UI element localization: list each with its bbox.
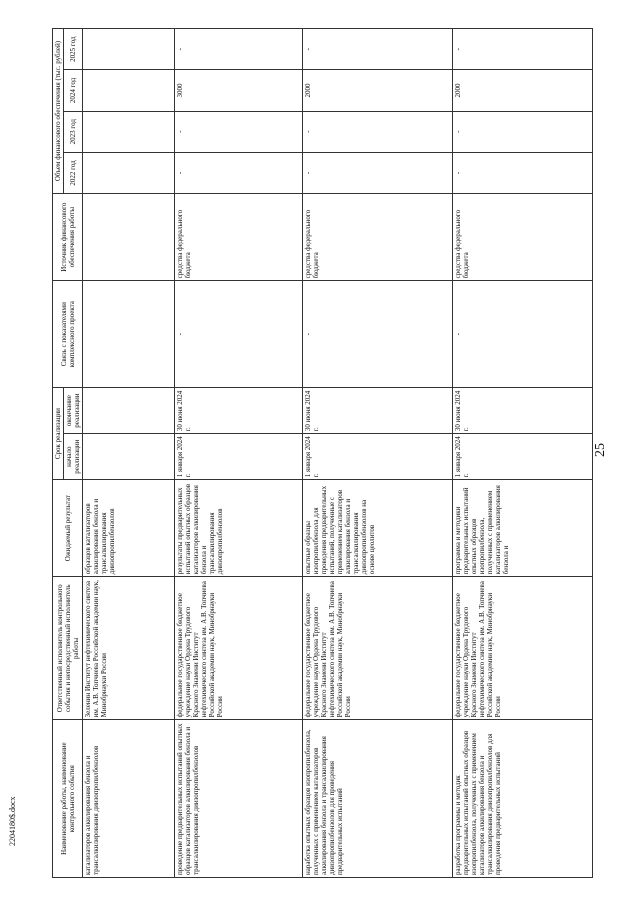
cell-end: 30 июня 2024 г.: [303, 388, 453, 434]
cell-2024: [83, 70, 175, 111]
cell-2025: -: [453, 29, 593, 70]
table-row: [175, 29, 303, 878]
cell-2023: [83, 111, 175, 152]
cell-2022: -: [303, 152, 453, 193]
cell-name: катализаторов алкилирования бензола и трансалкилирования диизопропилбензолов: [83, 720, 175, 878]
rotated-table-container: [52, 28, 597, 878]
header-link: Связь с показателями комплексного проекта: [53, 281, 83, 388]
header-2023: 2023 год: [64, 111, 83, 152]
cell-end: [83, 388, 175, 434]
footer-filename: 2204180$.docx: [8, 796, 17, 846]
cell-2023: -: [453, 111, 593, 152]
cell-2022: [83, 152, 175, 193]
cell-executor: федеральное государственное бюджетное учреждение науки Ордена Трудового Красного Знамени Институт нефтехимического синтеза им. А.В. Топчиева Российской академии наук, Минобрнауки России: [453, 577, 593, 720]
cell-executor: федеральное государственное бюджетное учреждение науки Ордена Трудового Красного Знамени Институт нефтехимического синтеза им. А.В. Топчиева Российской академии наук, Минобрнауки России: [175, 577, 303, 720]
cell-start: 1 января 2024 г.: [453, 434, 593, 480]
header-start: начало реализации: [64, 434, 83, 480]
cell-name: проведение предварительных испытаний опытных образцов катализаторов алкилирования бензола и трансалкилирования диизопропилбензолов: [175, 720, 303, 878]
table-row: [303, 29, 453, 878]
header-funding: Объем финансового обеспечения (тыс. рублей): [53, 29, 64, 194]
cell-result: образцов катализаторов алкилирования бензола и трансалкилирования диизопропилбензолов: [83, 480, 175, 577]
cell-2024: 2000: [303, 70, 453, 111]
header-source: Источник финансового обеспечения работы: [53, 194, 83, 281]
cell-start: 1 января 2024 г.: [175, 434, 303, 480]
cell-name: наработка опытных образцов изопропилбензола, полученных с применением катализаторов алкилирования бензола и трансалкилирования диизопропилбензолов для проведения предварительных испытаний: [303, 720, 453, 878]
cell-name: разработка программы и методик предварительных испытаний опытных образцов изопропилбензола, полученных с применением катализаторов алкилирования бензола и трансалкилирования диизопропилбензолов для проведения предварительных испытаний: [453, 720, 593, 878]
cell-source: средства федерального бюджета: [453, 194, 593, 281]
header-end: окончание реализации: [64, 388, 83, 434]
cell-2024: 3000: [175, 70, 303, 111]
cell-2022: -: [175, 152, 303, 193]
header-2022: 2022 год: [64, 152, 83, 193]
cell-result: результаты предварительных испытаний опытных образцов катализаторов алкилирования бензола и трансалкилирования диизопропилбензолов: [175, 480, 303, 577]
cell-start: [83, 434, 175, 480]
cell-2023: -: [175, 111, 303, 152]
cell-executor: Зеленин Институт нефтехимического синтеза им. А.В. Топчиева Российской академии наук, Минобрнауки России: [83, 577, 175, 720]
header-row-1: [53, 29, 64, 878]
cell-link: -: [453, 281, 593, 388]
table-row: [83, 29, 175, 878]
cell-source: средства федерального бюджета: [175, 194, 303, 281]
cell-2025: -: [175, 29, 303, 70]
cell-link: -: [175, 281, 303, 388]
cell-end: 30 июня 2024 г.: [453, 388, 593, 434]
cell-2025: [83, 29, 175, 70]
cell-link: -: [303, 281, 453, 388]
header-term: Срок реализации: [53, 388, 64, 480]
header-name: Наименование работы, наименование контрольного события: [53, 720, 83, 878]
cell-source: средства федерального бюджета: [303, 194, 453, 281]
cell-2023: -: [303, 111, 453, 152]
header-2025: 2025 год: [64, 29, 83, 70]
cell-source: [83, 194, 175, 281]
header-executor: Ответственный исполнитель контрольного события и непосредственный исполнитель работы: [53, 577, 83, 720]
cell-start: 1 января 2024 г.: [303, 434, 453, 480]
cell-result: опытные образцы изопропилбензола для проведения предварительных испытаний, полученные с применением катализаторов алкилирования бензола и трансалкилирования диизопропилбензолов на основе цеолитов: [303, 480, 453, 577]
cell-2022: -: [453, 152, 593, 193]
schedule-table: [52, 28, 593, 878]
cell-link: [83, 281, 175, 388]
cell-end: 30 июня 2024 г.: [175, 388, 303, 434]
cell-2025: -: [303, 29, 453, 70]
header-result: Ожидаемый результат: [53, 480, 83, 577]
cell-2024: 2000: [453, 70, 593, 111]
cell-result: программа и методики предварительных испытаний опытных образцов изопропилбензола, полученных с применением катализаторов алкилирования бензола и: [453, 480, 593, 577]
header-2024: 2024 год: [64, 70, 83, 111]
table-row: [453, 29, 593, 878]
page-number: 25: [593, 443, 608, 457]
cell-executor: федеральное государственное бюджетное учреждение науки Ордена Трудового Красного Знамени Институт нефтехимического синтеза им. А.В. Топчиева Российской академии наук, Минобрнауки России: [303, 577, 453, 720]
